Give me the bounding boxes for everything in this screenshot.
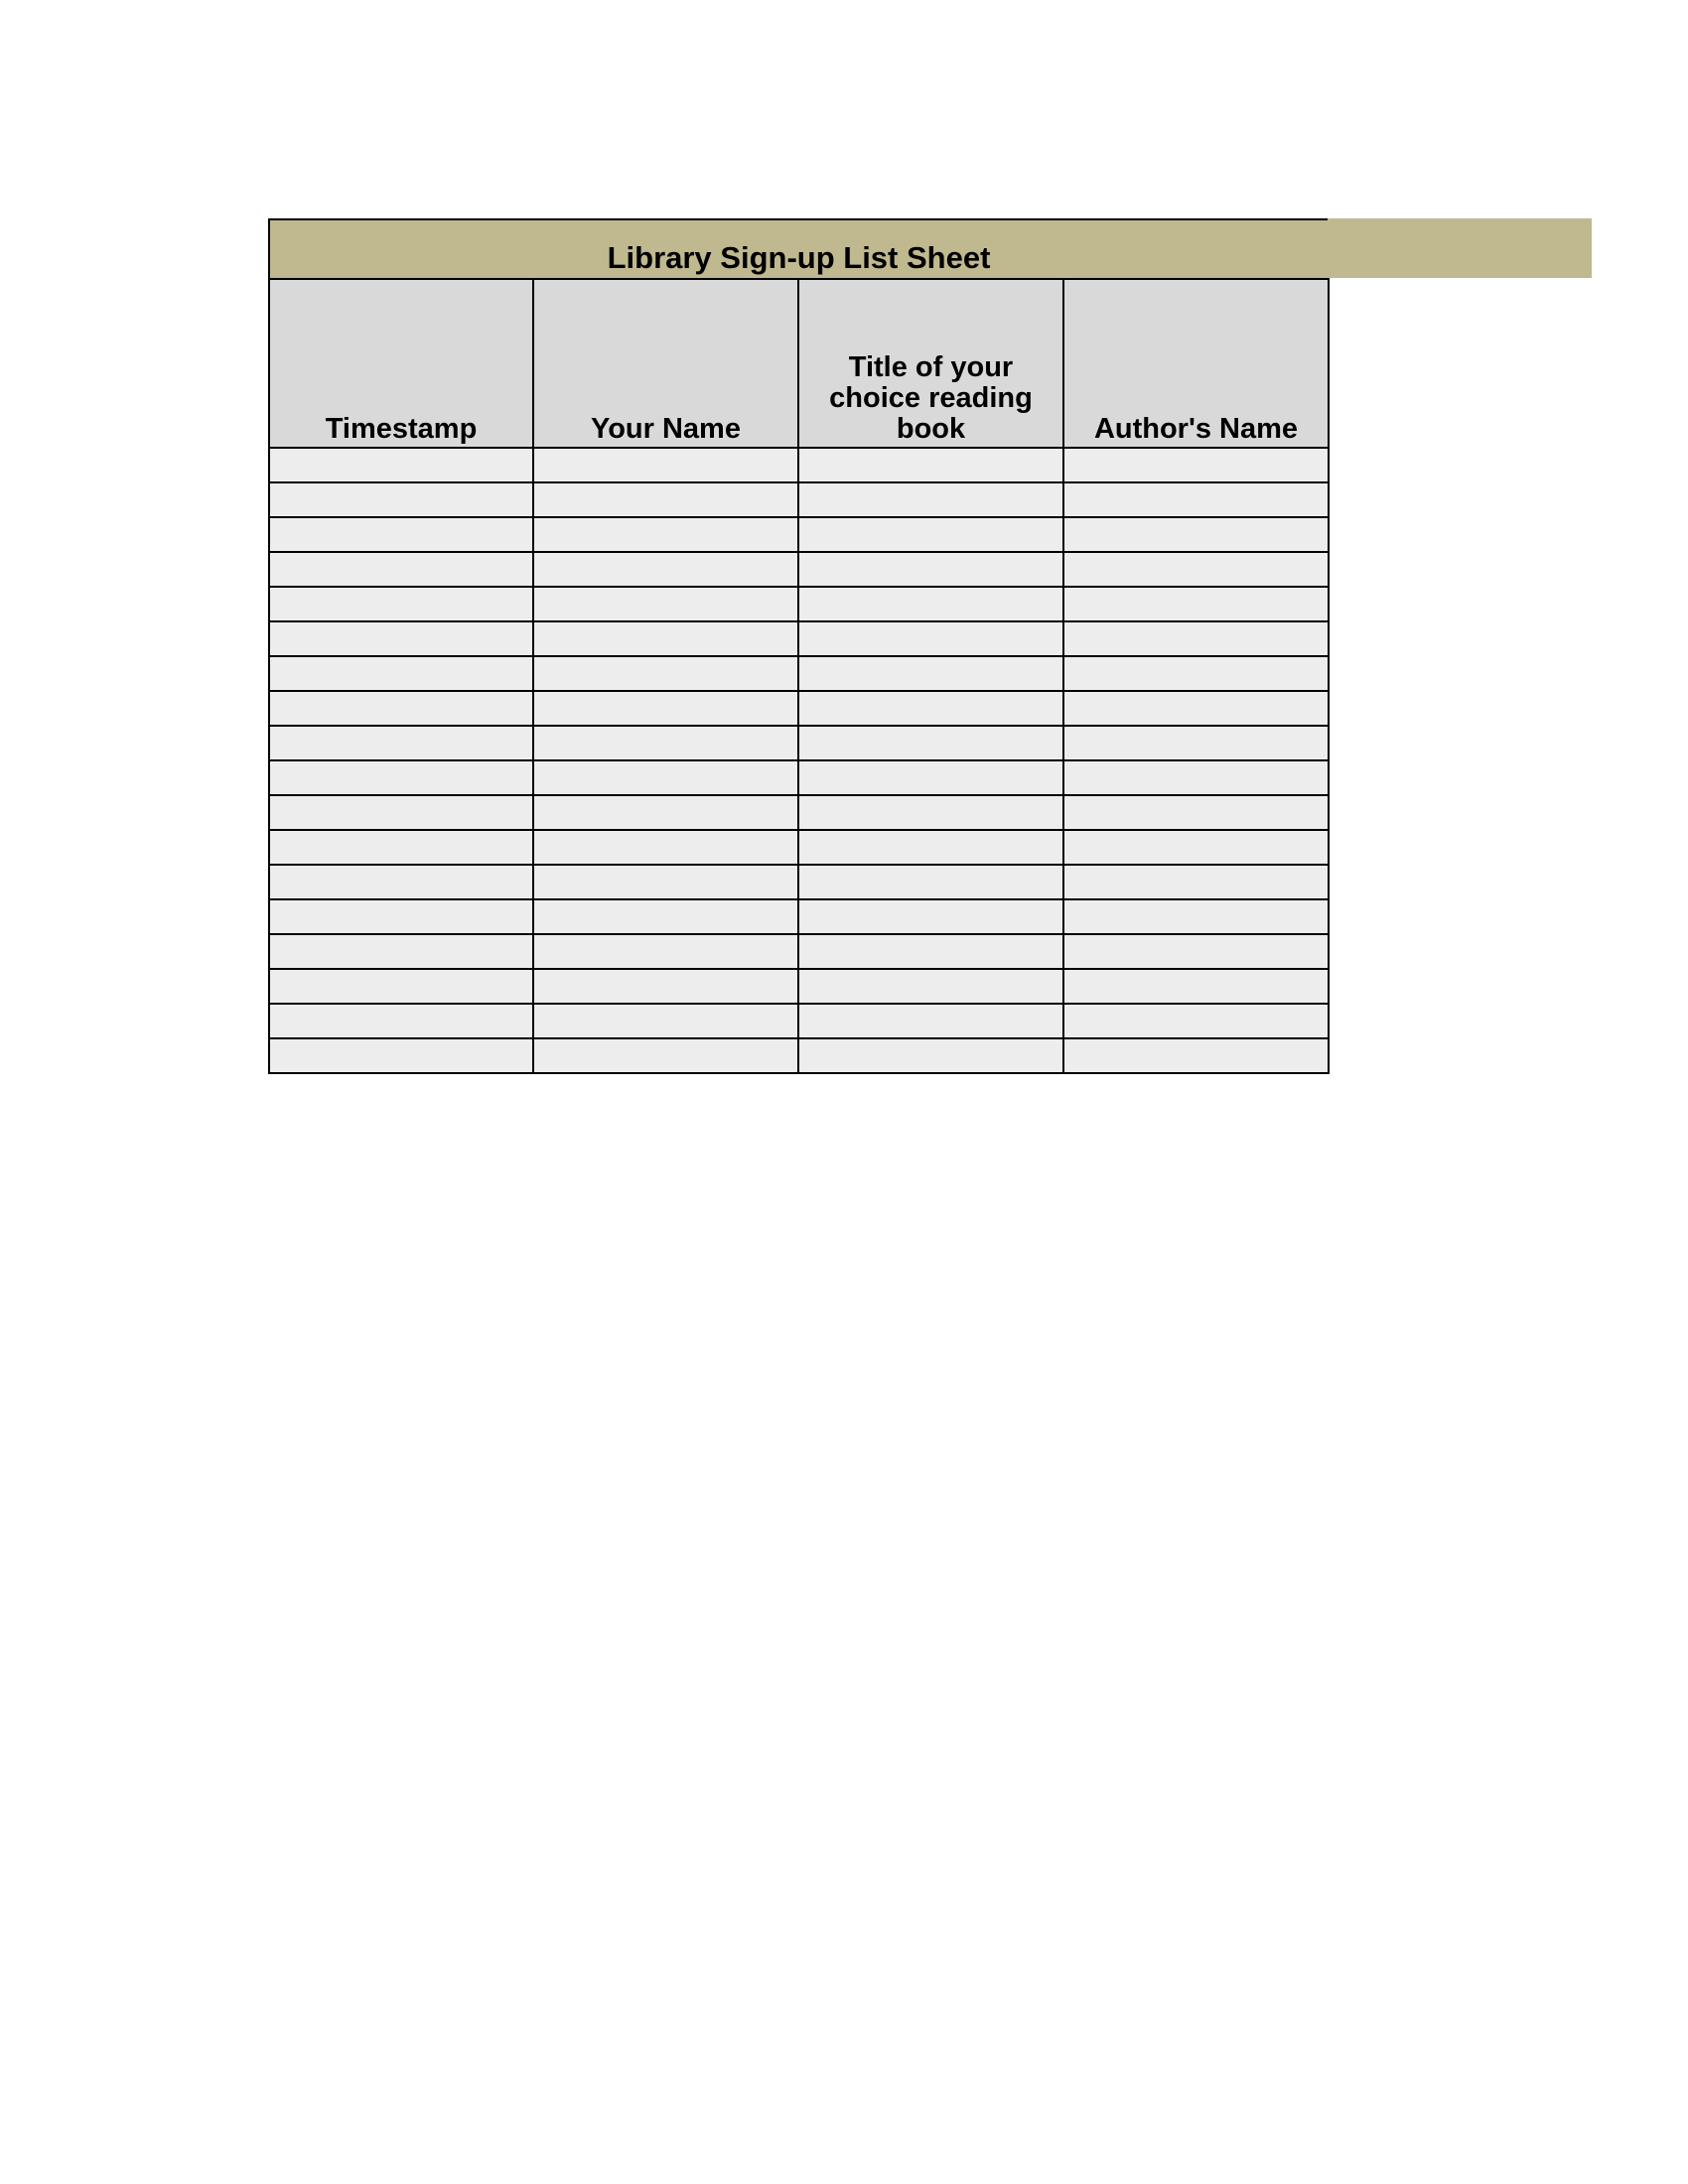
author-name-cell[interactable] (1063, 760, 1329, 795)
book-title-cell[interactable] (798, 760, 1063, 795)
header-row (269, 279, 1329, 448)
timestamp-cell[interactable] (269, 934, 533, 969)
book-title-cell[interactable] (798, 865, 1063, 899)
author-name-cell[interactable] (1063, 726, 1329, 760)
table-row (269, 726, 1329, 760)
table-row (269, 656, 1329, 691)
timestamp-cell[interactable] (269, 691, 533, 726)
column-header-author-name: Author's Name (1063, 279, 1329, 448)
name-cell[interactable] (533, 760, 798, 795)
name-cell[interactable] (533, 621, 798, 656)
table-row (269, 934, 1329, 969)
timestamp-cell[interactable] (269, 1038, 533, 1073)
name-cell[interactable] (533, 726, 798, 760)
name-cell[interactable] (533, 552, 798, 587)
book-title-cell[interactable] (798, 691, 1063, 726)
title-cell (268, 218, 1328, 278)
author-name-cell[interactable] (1063, 482, 1329, 517)
table-row (269, 865, 1329, 899)
name-cell[interactable] (533, 795, 798, 830)
author-name-cell[interactable] (1063, 865, 1329, 899)
table-row (269, 587, 1329, 621)
book-title-cell[interactable] (798, 1004, 1063, 1038)
timestamp-cell[interactable] (269, 969, 533, 1004)
table-row (269, 899, 1329, 934)
table-row (269, 552, 1329, 587)
table-row (269, 691, 1329, 726)
table-row (269, 969, 1329, 1004)
timestamp-cell[interactable] (269, 865, 533, 899)
author-name-cell[interactable] (1063, 830, 1329, 865)
timestamp-cell[interactable] (269, 587, 533, 621)
book-title-cell[interactable] (798, 830, 1063, 865)
table-row (269, 1004, 1329, 1038)
timestamp-cell[interactable] (269, 448, 533, 482)
column-header-your-name: Your Name (533, 279, 798, 448)
table-row (269, 517, 1329, 552)
name-cell[interactable] (533, 1004, 798, 1038)
book-title-cell[interactable] (798, 587, 1063, 621)
author-name-cell[interactable] (1063, 795, 1329, 830)
timestamp-cell[interactable] (269, 552, 533, 587)
book-title-cell[interactable] (798, 899, 1063, 934)
author-name-cell[interactable] (1063, 587, 1329, 621)
name-cell[interactable] (533, 934, 798, 969)
book-title-cell[interactable] (798, 621, 1063, 656)
author-name-cell[interactable] (1063, 691, 1329, 726)
author-name-cell[interactable] (1063, 1004, 1329, 1038)
signup-table (268, 278, 1330, 1074)
timestamp-cell[interactable] (269, 517, 533, 552)
book-title-cell[interactable] (798, 482, 1063, 517)
book-title-cell[interactable] (798, 552, 1063, 587)
table-row (269, 760, 1329, 795)
table-row (269, 621, 1329, 656)
book-title-cell[interactable] (798, 448, 1063, 482)
timestamp-cell[interactable] (269, 795, 533, 830)
name-cell[interactable] (533, 517, 798, 552)
name-cell[interactable] (533, 691, 798, 726)
timestamp-cell[interactable] (269, 726, 533, 760)
name-cell[interactable] (533, 587, 798, 621)
table-row (269, 830, 1329, 865)
book-title-cell[interactable] (798, 1038, 1063, 1073)
signup-sheet (268, 218, 1328, 1074)
column-header-timestamp: Timestamp (269, 279, 533, 448)
timestamp-cell[interactable] (269, 482, 533, 517)
timestamp-cell[interactable] (269, 899, 533, 934)
timestamp-cell[interactable] (269, 760, 533, 795)
author-name-cell[interactable] (1063, 517, 1329, 552)
author-name-cell[interactable] (1063, 1038, 1329, 1073)
name-cell[interactable] (533, 865, 798, 899)
name-cell[interactable] (533, 1038, 798, 1073)
author-name-cell[interactable] (1063, 969, 1329, 1004)
name-cell[interactable] (533, 656, 798, 691)
name-cell[interactable] (533, 448, 798, 482)
column-header-book-title: Title of your choice reading book (798, 279, 1063, 448)
author-name-cell[interactable] (1063, 899, 1329, 934)
timestamp-cell[interactable] (269, 830, 533, 865)
book-title-cell[interactable] (798, 517, 1063, 552)
author-name-cell[interactable] (1063, 552, 1329, 587)
book-title-cell[interactable] (798, 969, 1063, 1004)
book-title-cell[interactable] (798, 795, 1063, 830)
name-cell[interactable] (533, 830, 798, 865)
author-name-cell[interactable] (1063, 448, 1329, 482)
table-row (269, 1038, 1329, 1073)
timestamp-cell[interactable] (269, 656, 533, 691)
book-title-cell[interactable] (798, 656, 1063, 691)
book-title-cell[interactable] (798, 934, 1063, 969)
timestamp-cell[interactable] (269, 1004, 533, 1038)
table-body (269, 448, 1329, 1073)
author-name-cell[interactable] (1063, 934, 1329, 969)
table-row (269, 795, 1329, 830)
table-row (269, 482, 1329, 517)
name-cell[interactable] (533, 482, 798, 517)
sheet-title: Library Sign-up List Sheet (607, 240, 991, 275)
name-cell[interactable] (533, 969, 798, 1004)
timestamp-cell[interactable] (269, 621, 533, 656)
author-name-cell[interactable] (1063, 621, 1329, 656)
author-name-cell[interactable] (1063, 656, 1329, 691)
name-cell[interactable] (533, 899, 798, 934)
book-title-cell[interactable] (798, 726, 1063, 760)
table-row (269, 448, 1329, 482)
